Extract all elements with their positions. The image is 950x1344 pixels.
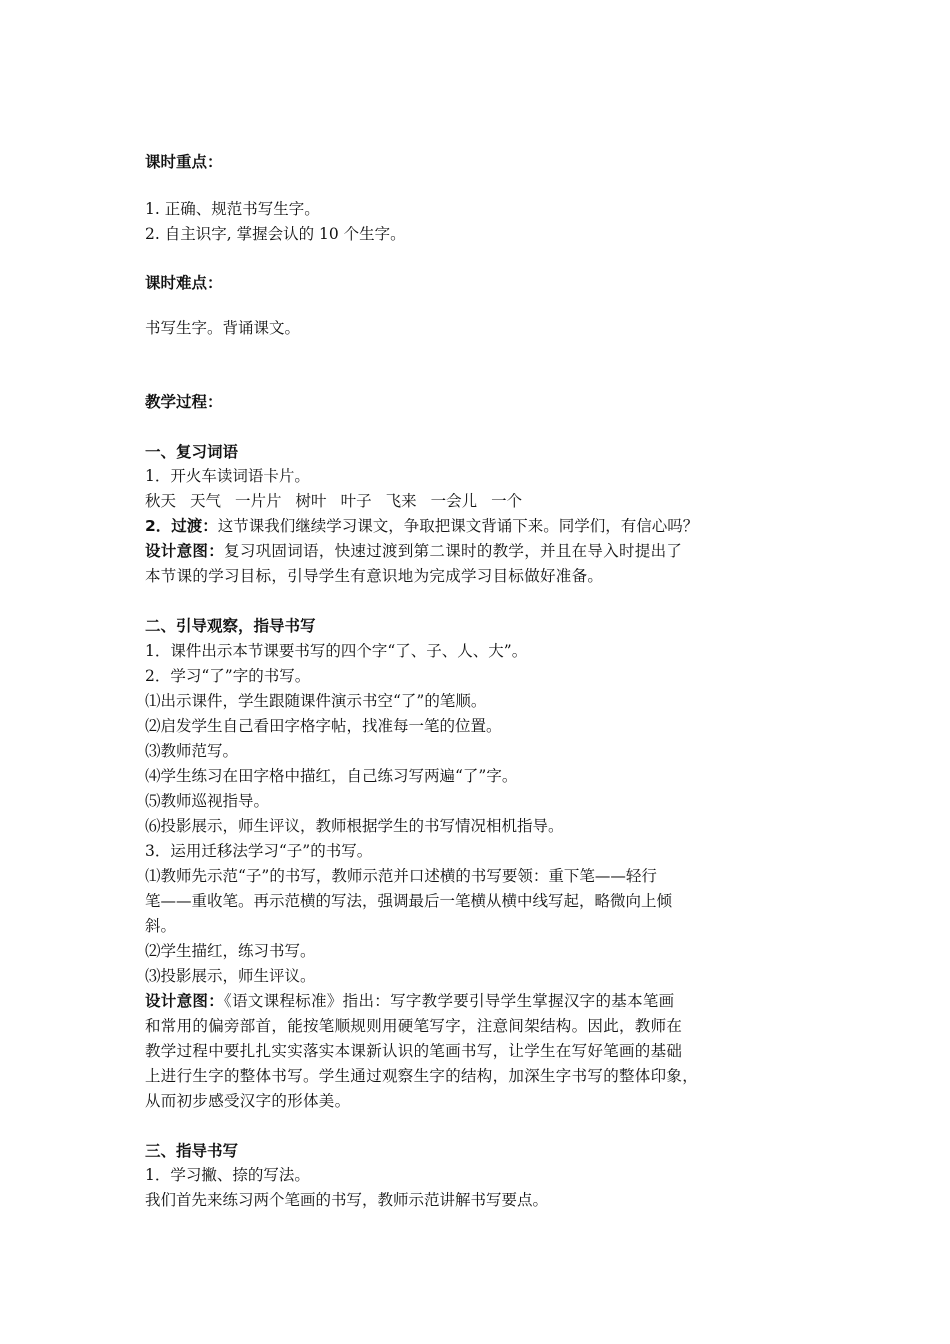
section2-line: 3．运用迁移法学习“子”的书写。 bbox=[145, 842, 373, 860]
section2-line: 2．学习“了”字的书写。 bbox=[145, 667, 311, 685]
word-item: 秋天 bbox=[145, 492, 177, 510]
word-list bbox=[145, 489, 536, 513]
word-item: 叶子 bbox=[340, 492, 372, 510]
difficulty-text: 书写生字。背诵课文。 bbox=[145, 319, 301, 337]
process-title: 教学过程： bbox=[145, 393, 223, 411]
difficulty-title: 课时难点： bbox=[145, 274, 223, 292]
section3-title: 三、指导书写 bbox=[145, 1142, 239, 1160]
section2-line: ⑴教师先示范“子”的书写，教师示范并口述横的书写要领：重下笔——轻行 bbox=[145, 867, 657, 885]
design-intent-text: 复习巩固词语，快速过渡到第二课时的教学，并且在导入时提出了 bbox=[224, 542, 683, 560]
design-intent-label: 设计意图： bbox=[145, 992, 225, 1010]
transition-text: 这节课我们继续学习课文，争取把课文背诵下来。同学们，有信心吗？ bbox=[217, 517, 699, 535]
key-points-title: 课时重点： bbox=[145, 153, 223, 171]
section2-line: ⑶投影展示，师生评议。 bbox=[145, 967, 316, 985]
section2-line: 笔——重收笔。再示范横的写法，强调最后一笔横从横中线写起，略微向上倾 bbox=[145, 892, 673, 910]
section2-line: ⑶教师范写。 bbox=[145, 742, 239, 760]
section1-item1: 1．开火车读词语卡片。 bbox=[145, 467, 310, 485]
section2-design-line: 从而初步感受汉字的形体美。 bbox=[145, 1092, 351, 1110]
section2-line: 斜。 bbox=[145, 917, 177, 935]
word-item: 天气 bbox=[190, 492, 222, 510]
word-item: 一个 bbox=[491, 492, 523, 510]
section2-line: ⑹投影展示，师生评议，教师根据学生的书写情况相机指导。 bbox=[145, 817, 564, 835]
section2-line: ⑷学生练习在田字格中描红，自己练习写两遍“了”字。 bbox=[145, 767, 518, 785]
transition-label: 2．过渡： bbox=[145, 517, 218, 535]
section2-line: ⑵学生描红，练习书写。 bbox=[145, 942, 316, 960]
section2-design-line: 上进行生字的整体书写。学生通过观察生字的结构，加深生字书写的整体印象， bbox=[145, 1067, 699, 1085]
section1-title: 一、复习词语 bbox=[145, 443, 239, 461]
section2-design-line: 和常用的偏旁部首，能按笔顺规则用硬笔写字，注意间架结构。因此，教师在 bbox=[145, 1017, 683, 1035]
section2-design-line: 教学过程中要扎扎实实落实本课新认识的笔画书写，让学生在写好笔画的基础 bbox=[145, 1042, 683, 1060]
section2-line: ⑵启发学生自己看田字格字帖，找准每一笔的位置。 bbox=[145, 717, 502, 735]
section2-line: 1．课件出示本节课要书写的四个字“了、子、人、大”。 bbox=[145, 642, 528, 660]
design-intent-label: 设计意图： bbox=[145, 542, 225, 560]
section2-title: 二、引导观察，指导书写 bbox=[145, 617, 316, 635]
section1-design-line2: 本节课的学习目标，引导学生有意识地为完成学习目标做好准备。 bbox=[145, 567, 604, 585]
word-item: 飞来 bbox=[385, 492, 417, 510]
section2-design-line bbox=[145, 989, 674, 1013]
word-item: 一片片 bbox=[235, 492, 282, 510]
key-point-item-2: 2. 自主识字, 掌握会认的 10 个生字。 bbox=[145, 225, 406, 243]
section3-line: 1．学习撇、捺的写法。 bbox=[145, 1166, 310, 1184]
word-item: 一会儿 bbox=[430, 492, 478, 510]
section1-design-line1 bbox=[145, 539, 682, 563]
section2-line: ⑸教师巡视指导。 bbox=[145, 792, 270, 810]
section2-line: ⑴出示课件，学生跟随课件演示书空“了”的笔顺。 bbox=[145, 692, 487, 710]
section1-item2 bbox=[145, 514, 698, 538]
design-intent-text: 《语文课程标准》指出：写字教学要引导学生掌握汉字的基本笔画 bbox=[224, 992, 675, 1010]
key-point-item-1: 1. 正确、规范书写生字。 bbox=[145, 200, 320, 218]
word-item: 树叶 bbox=[295, 492, 327, 510]
section3-line: 我们首先来练习两个笔画的书写，教师示范讲解书写要点。 bbox=[145, 1191, 549, 1209]
